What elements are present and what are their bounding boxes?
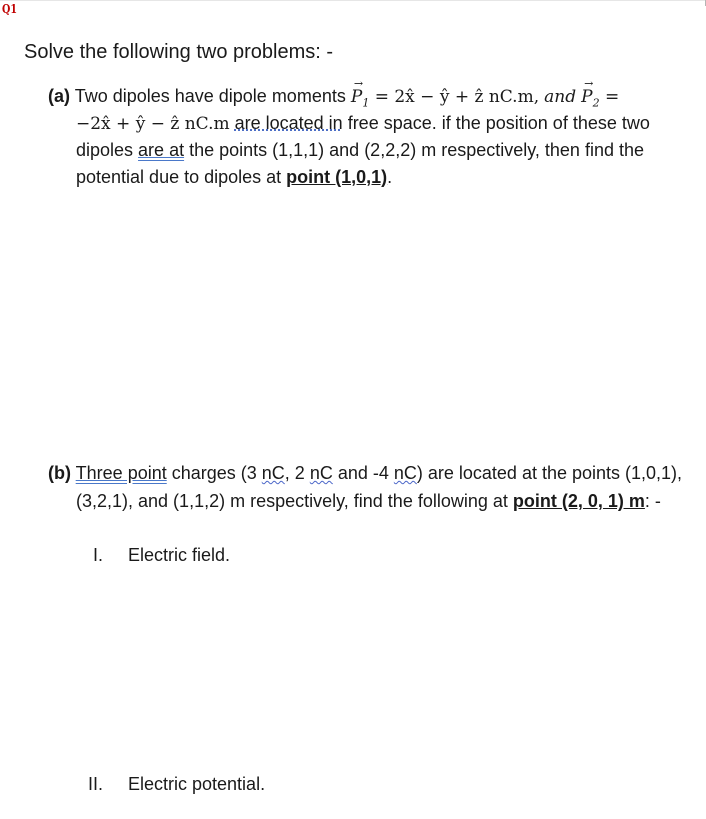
part-a-intro-text: Two dipoles have dipole moments [74, 86, 346, 106]
charges-and: and -4 [332, 463, 394, 483]
item-ii-text: Electric potential. [128, 774, 266, 794]
p2-expression: −2x̂ + ŷ − ẑ nC.m [76, 114, 230, 134]
part-a-label: (a) [48, 86, 70, 106]
part-b-line-1 [48, 463, 682, 484]
item-i-text: Electric field. [128, 545, 231, 565]
part-b-line-1-rest: ) are located at the points (1,0,1), [416, 463, 683, 483]
dipole-p2 [581, 87, 600, 110]
dipole-p1 [350, 87, 370, 110]
item-i-numeral: I. [93, 545, 104, 565]
question-marker: Q1 [2, 2, 18, 16]
part-b-line-2-end: : - [644, 491, 661, 511]
item-ii-numeral: II. [88, 774, 104, 794]
part-a-line-4-text: potential due to dipoles at [76, 167, 287, 187]
part-a-line-3-rest: the points (1,1,1) and (2,2,2) m respectively, then find the [184, 140, 644, 160]
nc-unit-1: nC [261, 463, 285, 483]
and-word: and [544, 87, 577, 107]
intro-text: Solve the following two problems: - [24, 41, 334, 63]
part-a-line-4 [76, 167, 392, 188]
p2-vector-symbol: → P [581, 87, 592, 107]
p1-vector-symbol: → P [351, 87, 362, 107]
part-b-label: (b) [48, 463, 71, 483]
part-a-line-3 [76, 140, 644, 161]
part-a-line-1 [48, 86, 619, 109]
part-b-line-2 [76, 491, 661, 512]
p2-equals: = [599, 87, 620, 107]
p1-subscript: 1 [362, 96, 370, 110]
p2-subscript: 2 [592, 96, 600, 110]
top-border [0, 0, 706, 1]
charges-mid: , 2 [284, 463, 310, 483]
are-located-phrase: are located in [234, 113, 343, 133]
part-b-line-2-text: (3,2,1), and (1,1,2) m respectively, find the following at [76, 491, 513, 511]
nc-unit-2: nC [309, 463, 333, 483]
three-point-phrase: Three point [75, 463, 167, 483]
charges-text: charges (3 [166, 463, 262, 483]
part-a-point: point (1,0,1) [286, 167, 388, 187]
part-a-line-4-end: . [387, 167, 393, 187]
part-a-line-2-rest: free space. if the position of these two [342, 113, 650, 133]
part-b-point: point (2, 0, 1) m [512, 491, 645, 511]
p1-expression: = 2x̂ − ŷ + ẑ nC.m, [369, 87, 540, 107]
are-at-phrase: are at [138, 140, 185, 160]
dipoles-word: dipoles [76, 140, 139, 160]
part-a-line-2 [76, 113, 650, 134]
nc-unit-3: nC [393, 463, 417, 483]
